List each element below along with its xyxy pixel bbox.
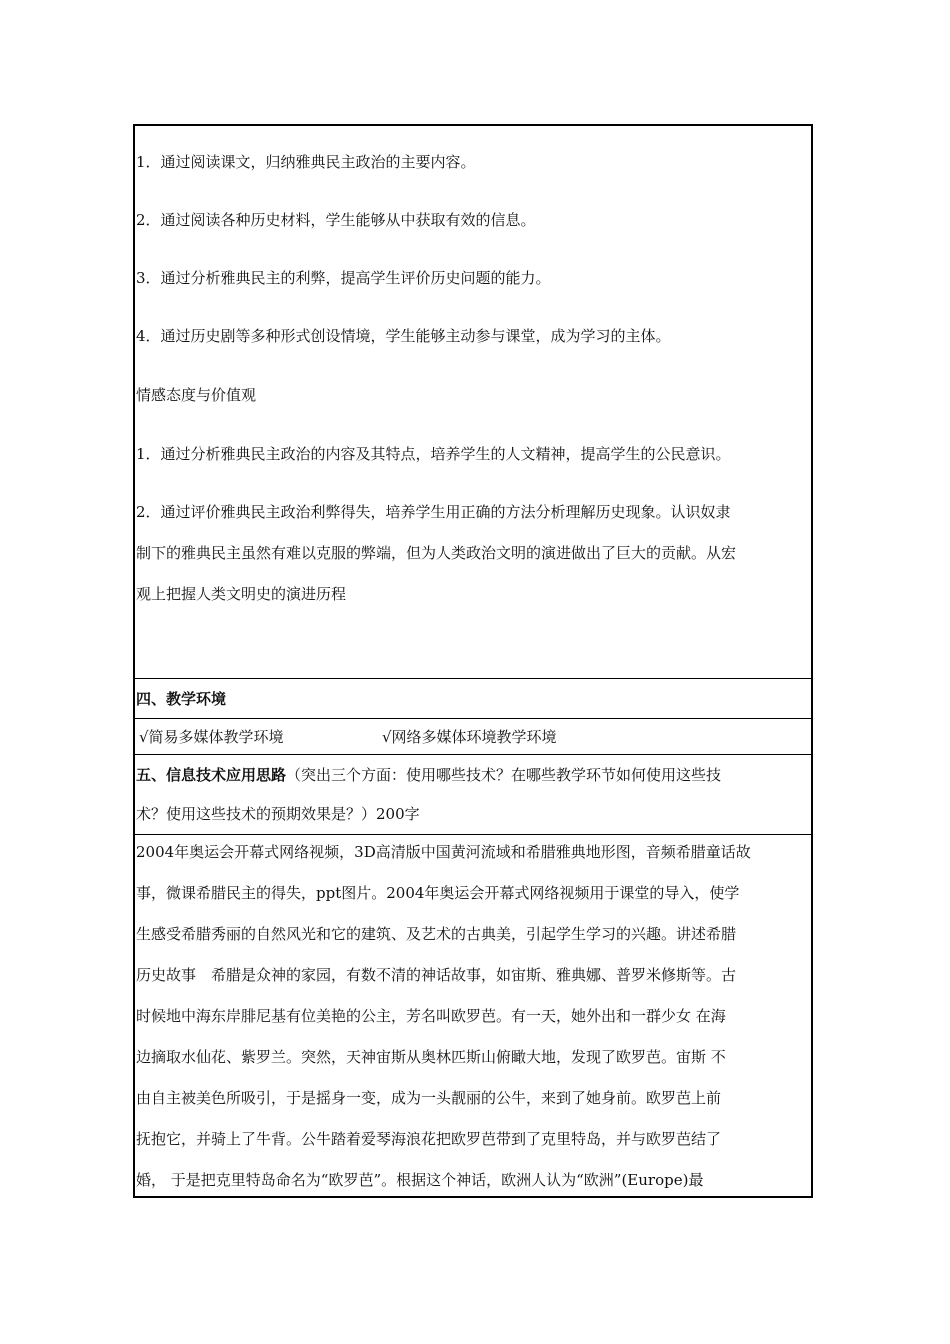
it-application-heading-note: （突出三个方面：使用哪些技术？在哪些教学环节如何使用这些技	[286, 766, 722, 784]
body-line-5: 时候地中海东岸腓尼基有位美艳的公主，芳名叫欧罗芭。有一天，她外出和一群少女 在海	[136, 1007, 726, 1025]
attitude-item-2-line-2: 制下的雅典民主虽然有难以克服的弊端，但为人类政治文明的演进做出了巨大的贡献。从宏	[136, 544, 737, 562]
skill-item-4: 4．通过历史剧等多种形式创设情境，学生能够主动参与课堂，成为学习的主体。	[136, 327, 671, 345]
body-line-3: 生感受希腊秀丽的自然风光和它的建筑、及艺术的古典美，引起学生学习的兴趣。讲述希腊	[136, 925, 737, 943]
skill-item-1: 1．通过阅读课文，归纳雅典民主政治的主要内容。	[136, 153, 476, 171]
body-line-6: 边摘取水仙花、紫罗兰。突然，天神宙斯从奥林匹斯山俯瞰大地，发现了欧罗芭。宙斯 不	[136, 1048, 726, 1066]
body-line-7: 由自主被美色所吸引，于是摇身一变，成为一头靓丽的公牛，来到了她身前。欧罗芭上前	[136, 1089, 722, 1107]
environment-option-network: √网络多媒体环境教学环境	[382, 728, 557, 746]
lesson-plan-table	[133, 124, 813, 1198]
skill-item-3: 3．通过分析雅典民主的利弊，提高学生评价历史问题的能力。	[136, 269, 551, 287]
attitude-item-1: 1．通过分析雅典民主政治的内容及其特点，培养学生的人文精神，提高学生的公民意识。	[136, 445, 731, 463]
attitude-item-2-line-3: 观上把握人类文明史的演进历程	[136, 585, 347, 603]
body-line-2: 事，微课希腊民主的得失，ppt图片。2004年奥运会开幕式网络视频用于课堂的导入，使学	[136, 884, 740, 902]
it-application-body-cell	[135, 835, 811, 1198]
attitude-heading: 情感态度与价值观	[136, 386, 257, 404]
it-application-heading-cell	[135, 755, 811, 835]
environment-option-simple: √简易多媒体教学环境	[139, 728, 284, 746]
attitude-item-2-line-1: 2．通过评价雅典民主政治利弊得失，培养学生用正确的方法分析理解历史现象。认识奴隶	[136, 503, 731, 521]
skill-item-2: 2．通过阅读各种历史材料，学生能够从中获取有效的信息。	[136, 211, 536, 229]
environment-options-cell	[135, 719, 811, 755]
environment-heading: 四、教学环境	[136, 690, 227, 708]
body-line-4: 历史故事 希腊是众神的家园，有数不清的神话故事，如宙斯、雅典娜、普罗米修斯等。古	[136, 966, 737, 984]
body-line-1: 2004年奥运会开幕式网络视频，3D高清版中国黄河流域和希腊雅典地形图，音频希腊童话故	[136, 843, 751, 861]
it-application-heading-line-1	[136, 765, 721, 785]
it-application-heading-line-2: 术？使用这些技术的预期效果是？）200字	[136, 805, 420, 823]
it-application-heading-title: 五、信息技术应用思路	[136, 766, 287, 784]
environment-heading-cell	[135, 679, 811, 719]
objectives-cell	[135, 126, 811, 679]
body-line-9: 婚， 于是把克里特岛命名为“欧罗芭”。根据这个神话，欧洲人认为“欧洲”(Europe)最	[136, 1171, 704, 1189]
body-line-8: 抚抱它，并骑上了牛背。公牛踏着爱琴海浪花把欧罗芭带到了克里特岛，并与欧罗芭结了	[136, 1130, 722, 1148]
